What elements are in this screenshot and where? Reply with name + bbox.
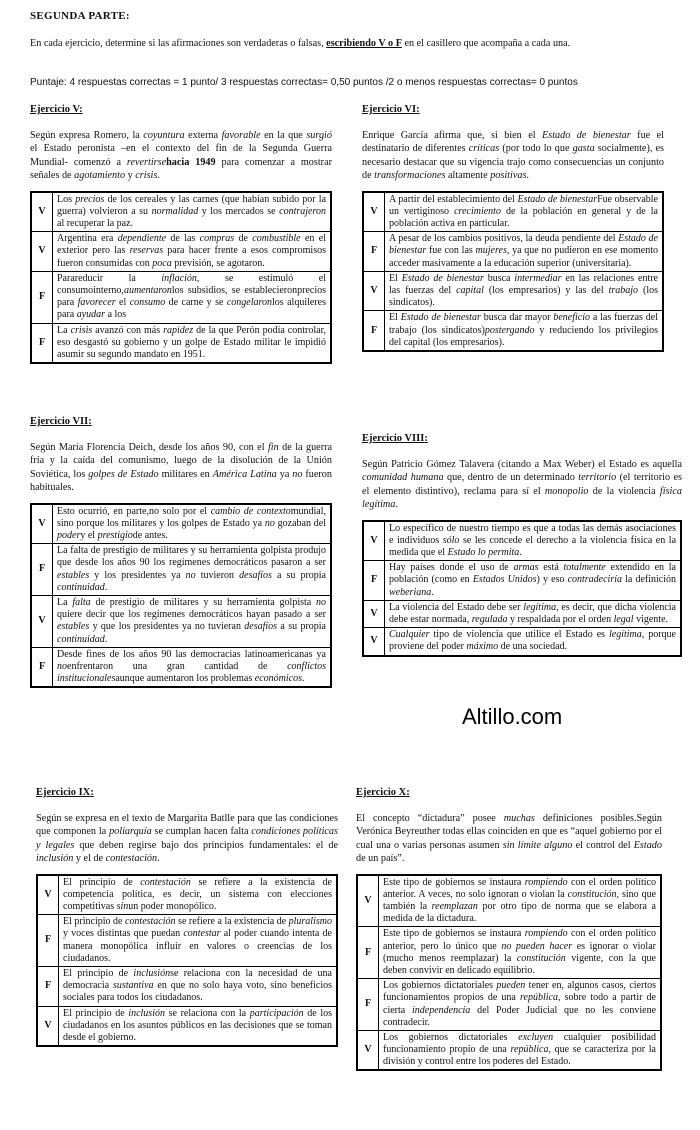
- exercise-statement: Enrique García afirma que, si bien el Estado de bienestar fue el destinatario de diferentes críticas (por todo lo que gasta socialmente), es necesario destacar que su vigencia trajo como consecuencias un conjunto de transformaciones altamente positivas.: [362, 130, 664, 181]
- exercise-title: Ejercicio VIII:: [362, 433, 428, 444]
- statement-cell: Los precios de los cereales y las carnes (que habían subido por la guerra) volvieron a su normalidad y los mercados se contrajeron al recuperar la paz.: [53, 192, 332, 232]
- answers-table: [30, 503, 332, 689]
- answer-row: [363, 628, 681, 656]
- watermark-logo: Altillo.com: [462, 704, 563, 729]
- answer-box[interactable]: V: [363, 271, 385, 311]
- answer-box[interactable]: V: [363, 521, 385, 561]
- answer-box[interactable]: F: [31, 647, 53, 687]
- answer-row: [31, 544, 331, 596]
- answer-box[interactable]: V: [363, 600, 385, 627]
- exercise-v: [30, 103, 332, 364]
- answer-box[interactable]: V: [363, 192, 385, 232]
- statement-cell: El Estado de bienestar busca dar mayor beneficio a las fuerzas del trabajo (los sindicatos)postergando y reduciendo los privilegios del capital (los empresarios).: [385, 311, 664, 351]
- exercise-statement: Según se expresa en el texto de Margarita Batlle para que las condiciones que componen la poliarquía se cumplan hacen falta condiciones políticas y legales que deben regirse bajo dos principios fundamentales: el de inclusión y el de contestación.: [36, 813, 338, 864]
- answer-row: [363, 271, 663, 311]
- answers-table: [362, 191, 664, 352]
- answer-box[interactable]: F: [357, 927, 379, 979]
- statement-cell: La falta de prestigio de militares y su herramienta golpista no quiere decir que los regímenes democráticos hayan pasado a ser estables y que los presidentes ya no tuvieran desafíos a su propia continuidad.: [53, 595, 332, 647]
- exercise-statement: Según María Florencia Deich, desde los años 90, con el fin de la guerra fría y la caída del comunismo, luego de la disolución de la Unión Soviética, los golpes de Estado militares en América Latina ya no fueron habituales.: [30, 442, 332, 493]
- exercise-title: Ejercicio V:: [30, 104, 83, 115]
- statement-cell: A partir del establecimiento del Estado de bienestarFue observable un vertiginoso crecimiento de la población en general y de la población activa en particular.: [385, 192, 664, 232]
- exercise-title-text: Ejercicio V: [30, 104, 80, 115]
- statement-cell: Este tipo de gobiernos se instaura rompiendo con el orden político anterior. A veces, no solo ignoran o violan la constitución, sino que también la reemplazan por otro tipo de norma que se elabora a medida de la dictadura.: [379, 875, 662, 927]
- answer-box[interactable]: F: [31, 271, 53, 323]
- statement-cell: El principio de contestación se refiere a la existencia de competencia política, es decir, un sistema con elecciones competitivas sinun poder monopólico.: [59, 875, 338, 915]
- answer-box[interactable]: F: [357, 979, 379, 1031]
- statement-cell: La violencia del Estado debe ser legítima, es decir, que dicha violencia debe estar normada, regulada y respaldada por el orden legal vigente.: [385, 600, 682, 627]
- exercise-title: Ejercicio VII:: [30, 416, 92, 427]
- statement-cell: La crisis avanzó con más rapidez de la que Perón podía controlar, eso desgastó su gobierno y un golpe de Estado militar le impidió asumir su segundo mandato en 1951.: [53, 323, 332, 363]
- statement-cell: El principio de contestación se refiere a la existencia de pluralismo y voces distintas que puedan contestar al poder cuando intenta de manera monopólica influir en valores o creencias de los ciudadanos.: [59, 915, 338, 967]
- answer-box[interactable]: V: [363, 628, 385, 656]
- exercise-vii: [30, 415, 332, 688]
- answer-row: [363, 311, 663, 351]
- statement-cell: Desde fines de los años 90 las democracias latinoamericanas ya noenfrentaron una gran cantidad de conflictos institucionalesaunque aumentaron los problemas económicos.: [53, 647, 332, 687]
- exercise-statement: El concepto “dictadura” posee muchas definiciones posibles.Según Verónica Beyreuther todas ellas coinciden en que es “aquel gobierno por el cual una o varias personas asumen sin límite alguno el control del Estado de un país”.: [356, 813, 662, 864]
- answer-row: [37, 875, 337, 915]
- instructions-text-a: En cada ejercicio, determine si las afirmaciones son verdaderas o falsas,: [30, 38, 327, 49]
- answer-row: [31, 232, 331, 272]
- statement-cell: El principio de inclusiónse relaciona con la necesidad de una democracia sustantiva en que no solo haya voto, sino beneficios sociales para todos los ciudadanos.: [59, 966, 338, 1006]
- exercise-title: Ejercicio X:: [356, 787, 410, 798]
- statement-cell: Lo específico de nuestro tiempo es que a todas las demás asociaciones e individuos sólo se les concede el derecho a la violencia física en la medida que el Estado lo permita.: [385, 521, 682, 561]
- statement-cell: A pesar de los cambios positivos, la deuda pendiente del Estado de bienestar fue con las mujeres, ya que no pudieron en ese momento acceder masivamente a la educación superior (universitaria).: [385, 232, 664, 272]
- answer-row: [37, 966, 337, 1006]
- answer-row: [357, 927, 661, 979]
- answer-box[interactable]: F: [363, 232, 385, 272]
- answer-box[interactable]: F: [363, 561, 385, 601]
- exercise-title-text: Ejercicio VI: [362, 104, 417, 115]
- statement-cell: Cualquier tipo de violencia que utilice el Estado es legítima, porque proviene del poder máximo de una sociedad.: [385, 628, 682, 656]
- statement-cell: El Estado de bienestar busca intermediar en las relaciones entre las fuerzas del capital (los empresarios) y las del trabajo (los sindicatos).: [385, 271, 664, 311]
- answer-row: [363, 521, 681, 561]
- answer-row: [357, 1030, 661, 1070]
- statement-cell: La falta de prestigio de militares y su herramienta golpista produjo que desde los años 90 los regímenes democráticos pasaron a ser estables y los presidentes ya no tuvieron desafíos a su propia continuidad.: [53, 544, 332, 596]
- instructions-emphasis: escribiendo V o F: [326, 38, 402, 49]
- answer-row: [31, 271, 331, 323]
- statement-cell: Los gobiernos dictatoriales excluyen cualquier posibilidad funcionamiento propio de una república, que se caracteriza por la división y control entre los poderes del Estado.: [379, 1030, 662, 1070]
- answer-box[interactable]: V: [31, 595, 53, 647]
- statement-cell: El principio de inclusión se relaciona con la participación de los ciudadanos en los asuntos públicos en las decisiones que se toman desde el gobierno.: [59, 1006, 338, 1046]
- answer-box[interactable]: V: [37, 1006, 59, 1046]
- statement-cell: Este tipo de gobiernos se instaura rompiendo con el orden político anterior, pero lo único que no pueden hacer es ignorar o violar (mucho menos reemplazar) la constitución vigente, con la que deben convivir en delicado equilibrio.: [379, 927, 662, 979]
- answer-box[interactable]: V: [31, 504, 53, 544]
- answer-row: [363, 600, 681, 627]
- scoring-rules: Puntaje: 4 respuestas correctas = 1 punto/ 3 respuestas correctas= 0,50 puntos /2 o menos respuestas correctas= 0 puntos: [30, 77, 578, 88]
- answer-row: [31, 192, 331, 232]
- answer-box[interactable]: F: [37, 915, 59, 967]
- answer-row: [37, 915, 337, 967]
- exercise-statement: Según Patricio Gómez Talavera (citando a Max Weber) el Estado es aquella comunidad humana que, dentro de un determinado territorio (el territorio es el elemento distintivo), reclama para sí el monopolio de la violencia física legítima.: [362, 459, 682, 510]
- answer-box[interactable]: V: [31, 192, 53, 232]
- answer-row: [37, 1006, 337, 1046]
- exercise-title: Ejercicio VI:: [362, 104, 420, 115]
- answers-table: [36, 874, 338, 1047]
- exercise-ix: [36, 786, 338, 1047]
- answer-row: [357, 875, 661, 927]
- answer-box[interactable]: V: [31, 232, 53, 272]
- exercise-title-text: Ejercicio X: [356, 787, 407, 798]
- exercise-title-text: Ejercicio VII: [30, 416, 89, 427]
- answer-row: [363, 232, 663, 272]
- statement-cell: Argentina era dependiente de las compras de combustible en el exterior pero las reservas para hacer frente a esos compromisos fueron consumidas con poca previsión, se agotaron.: [53, 232, 332, 272]
- answer-row: [363, 561, 681, 601]
- answer-row: [31, 647, 331, 687]
- instructions: [30, 37, 665, 50]
- exercise-title: Ejercicio IX:: [36, 787, 94, 798]
- statement-cell: Los gobiernos dictatoriales pueden tener en, algunos casos, ciertos funcionamientos propios de una república, sobre todo a partir de cierta independencia del Poder Judicial que no les conviene contradecir.: [379, 979, 662, 1031]
- answer-row: [31, 323, 331, 363]
- answer-box[interactable]: F: [37, 966, 59, 1006]
- answers-table: [362, 520, 682, 657]
- answer-box[interactable]: F: [31, 323, 53, 363]
- answer-box[interactable]: F: [31, 544, 53, 596]
- answer-box[interactable]: V: [357, 875, 379, 927]
- answer-row: [363, 192, 663, 232]
- answer-row: [31, 504, 331, 544]
- answers-table: [30, 191, 332, 364]
- exercise-x: [356, 786, 662, 1071]
- answers-table: [356, 874, 662, 1072]
- statement-cell: Parareducir la inflación, se estimuló el consumointerno,aumentaronlos subsidios, se establecieronprecios para favorecer el consumo de carne y se congelaronlos alquileres para ayudar a los: [53, 271, 332, 323]
- answer-box[interactable]: V: [357, 1030, 379, 1070]
- instructions-text-c: en el casillero que acompaña a cada una.: [401, 38, 571, 49]
- answer-box[interactable]: V: [37, 875, 59, 915]
- answer-box[interactable]: F: [363, 311, 385, 351]
- exercise-title-text: Ejercicio VIII: [362, 433, 425, 444]
- statement-cell: Esto ocurrió, en parte,no solo por el cambio de contextomundial, sino porque los militares y los golpes de Estado ya no gozaban del podery el prestigiode antes.: [53, 504, 332, 544]
- answer-row: [357, 979, 661, 1031]
- exercise-statement: Según expresa Romero, la coyuntura externa favorable en la que surgió el Estado peronista –en el contexto del fin de la Segunda Guerra Mundial- comenzó a revertirsehacia 1949 para comenzar a mostrar señales de agotamiento y crisis.: [30, 130, 332, 181]
- statement-cell: Hay países donde el uso de armas está totalmente extendido en la población (como en Estados Unidos) y eso contradeciría la definición weberiana.: [385, 561, 682, 601]
- exercise-vi: [362, 103, 664, 352]
- exercise-viii: [362, 432, 682, 657]
- page-title: SEGUNDA PARTE:: [30, 10, 130, 22]
- answer-row: [31, 595, 331, 647]
- exercise-title-text: Ejercicio IX: [36, 787, 91, 798]
